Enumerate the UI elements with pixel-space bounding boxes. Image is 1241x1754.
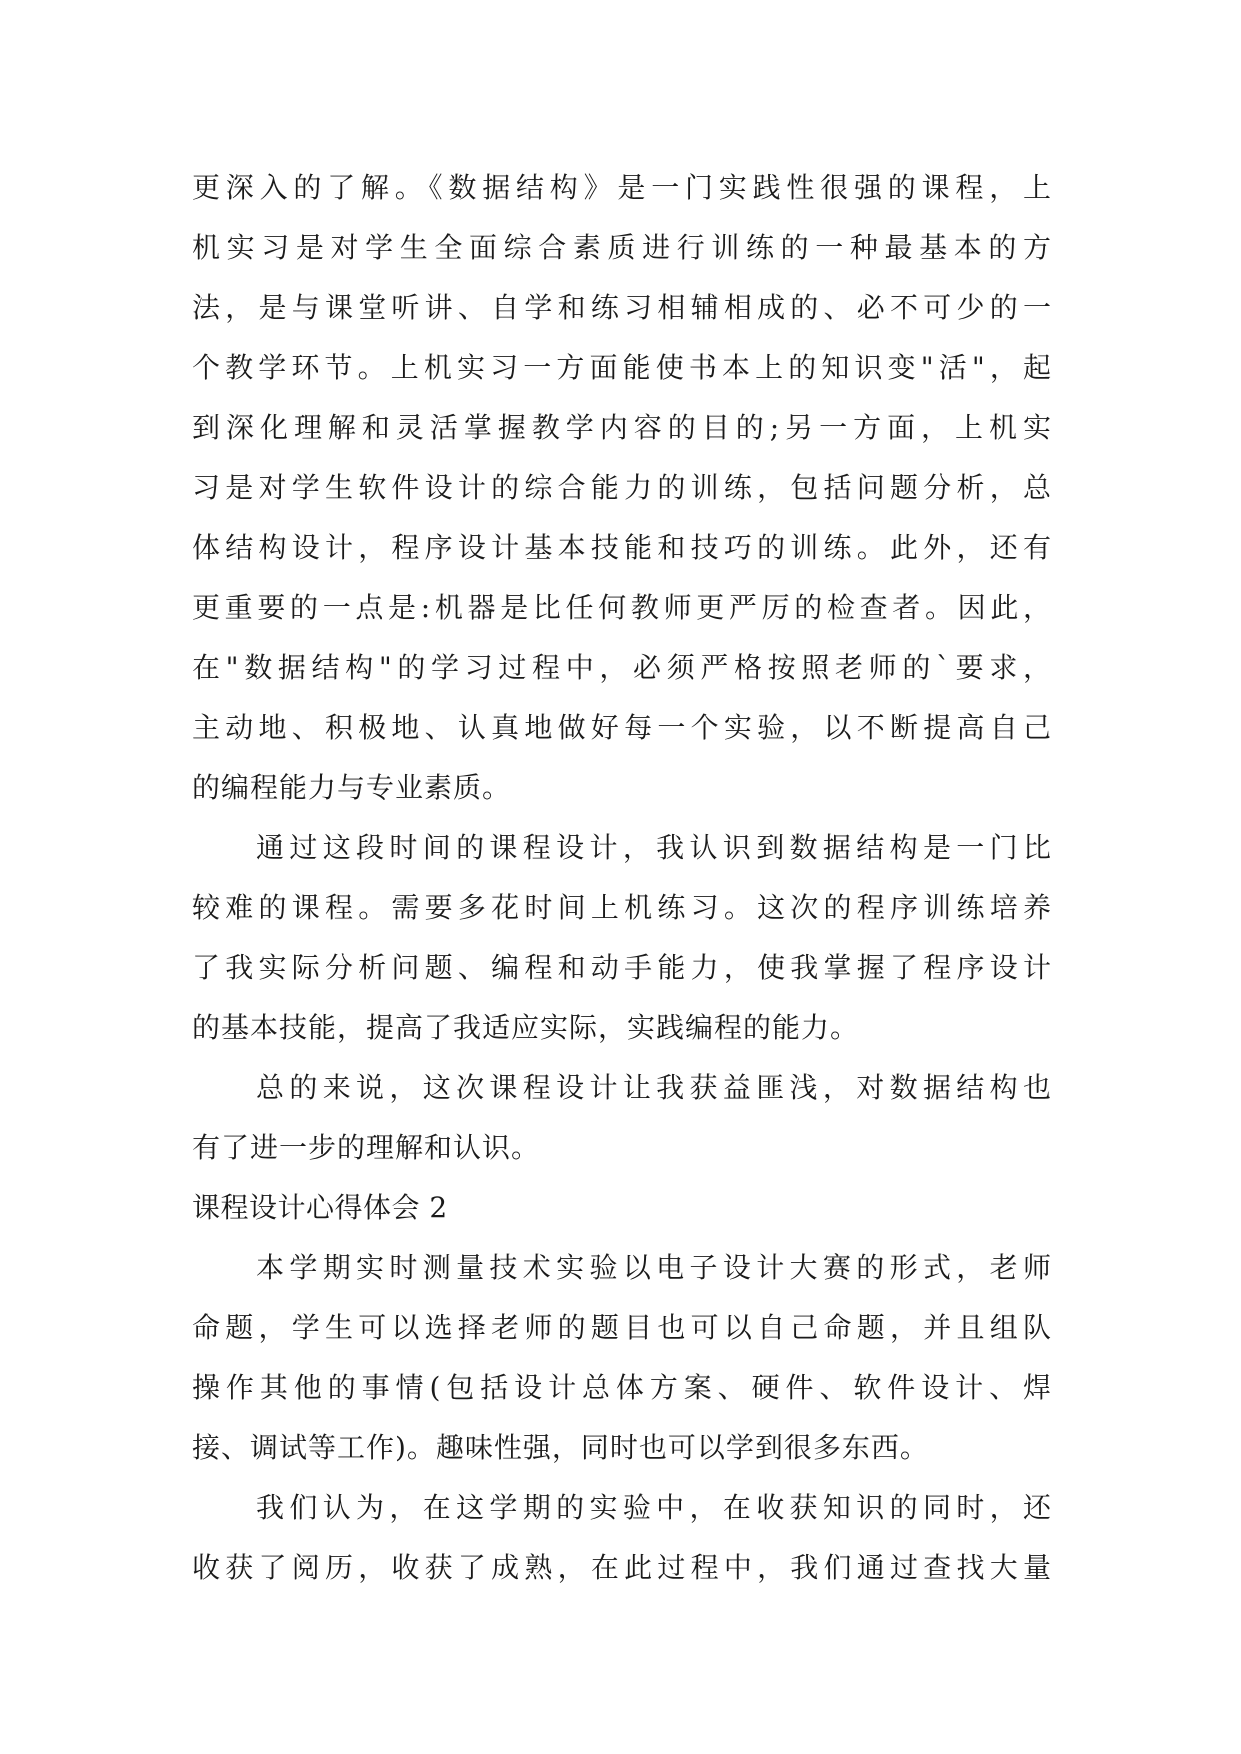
text-line: 操作其他的事情(包括设计总体方案、硬件、软件设计、焊 bbox=[192, 1371, 1052, 1404]
text-line: 更深入的了解。《数据结构》是一门实践性很强的课程，上 bbox=[192, 171, 1052, 204]
paragraph-first-line: 通过这段时间的课程设计，我认识到数据结构是一门比 bbox=[256, 831, 1052, 864]
text-line: 体结构设计，程序设计基本技能和技巧的训练。此外，还有 bbox=[192, 531, 1052, 564]
text-line: 习是对学生软件设计的综合能力的训练，包括问题分析，总 bbox=[192, 471, 1052, 504]
text-line: 的基本技能，提高了我适应实际，实践编程的能力。 bbox=[192, 1011, 860, 1044]
text-line: 在"数据结构"的学习过程中，必须严格按照老师的`要求， bbox=[192, 651, 1052, 684]
section-heading: 课程设计心得体会 2 bbox=[192, 1191, 448, 1224]
text-line: 收获了阅历，收获了成熟，在此过程中，我们通过查找大量 bbox=[192, 1551, 1052, 1584]
document-page bbox=[192, 158, 1052, 1598]
text-line: 主动地、积极地、认真地做好每一个实验，以不断提高自己 bbox=[192, 711, 1052, 744]
text-line: 较难的课程。需要多花时间上机练习。这次的程序训练培养 bbox=[192, 891, 1052, 924]
text-line: 法，是与课堂听讲、自学和练习相辅相成的、必不可少的一 bbox=[192, 291, 1052, 324]
text-line: 到深化理解和灵活掌握教学内容的目的;另一方面，上机实 bbox=[192, 411, 1052, 444]
text-line: 了我实际分析问题、编程和动手能力，使我掌握了程序设计 bbox=[192, 951, 1052, 984]
text-line: 接、调试等工作)。趣味性强，同时也可以学到很多东西。 bbox=[192, 1431, 929, 1464]
paragraph-first-line: 我们认为，在这学期的实验中，在收获知识的同时，还 bbox=[256, 1491, 1052, 1524]
text-line: 命题，学生可以选择老师的题目也可以自己命题，并且组队 bbox=[192, 1311, 1052, 1344]
text-line: 个教学环节。上机实习一方面能使书本上的知识变"活"，起 bbox=[192, 351, 1052, 384]
text-line: 的编程能力与专业素质。 bbox=[192, 771, 512, 804]
paragraph-first-line: 本学期实时测量技术实验以电子设计大赛的形式，老师 bbox=[256, 1251, 1052, 1284]
text-line: 机实习是对学生全面综合素质进行训练的一种最基本的方 bbox=[192, 231, 1052, 264]
text-line: 有了进一步的理解和认识。 bbox=[192, 1131, 541, 1164]
text-line: 更重要的一点是:机器是比任何教师更严厉的检查者。因此， bbox=[192, 591, 1052, 624]
paragraph-first-line: 总的来说，这次课程设计让我获益匪浅，对数据结构也 bbox=[256, 1071, 1052, 1104]
